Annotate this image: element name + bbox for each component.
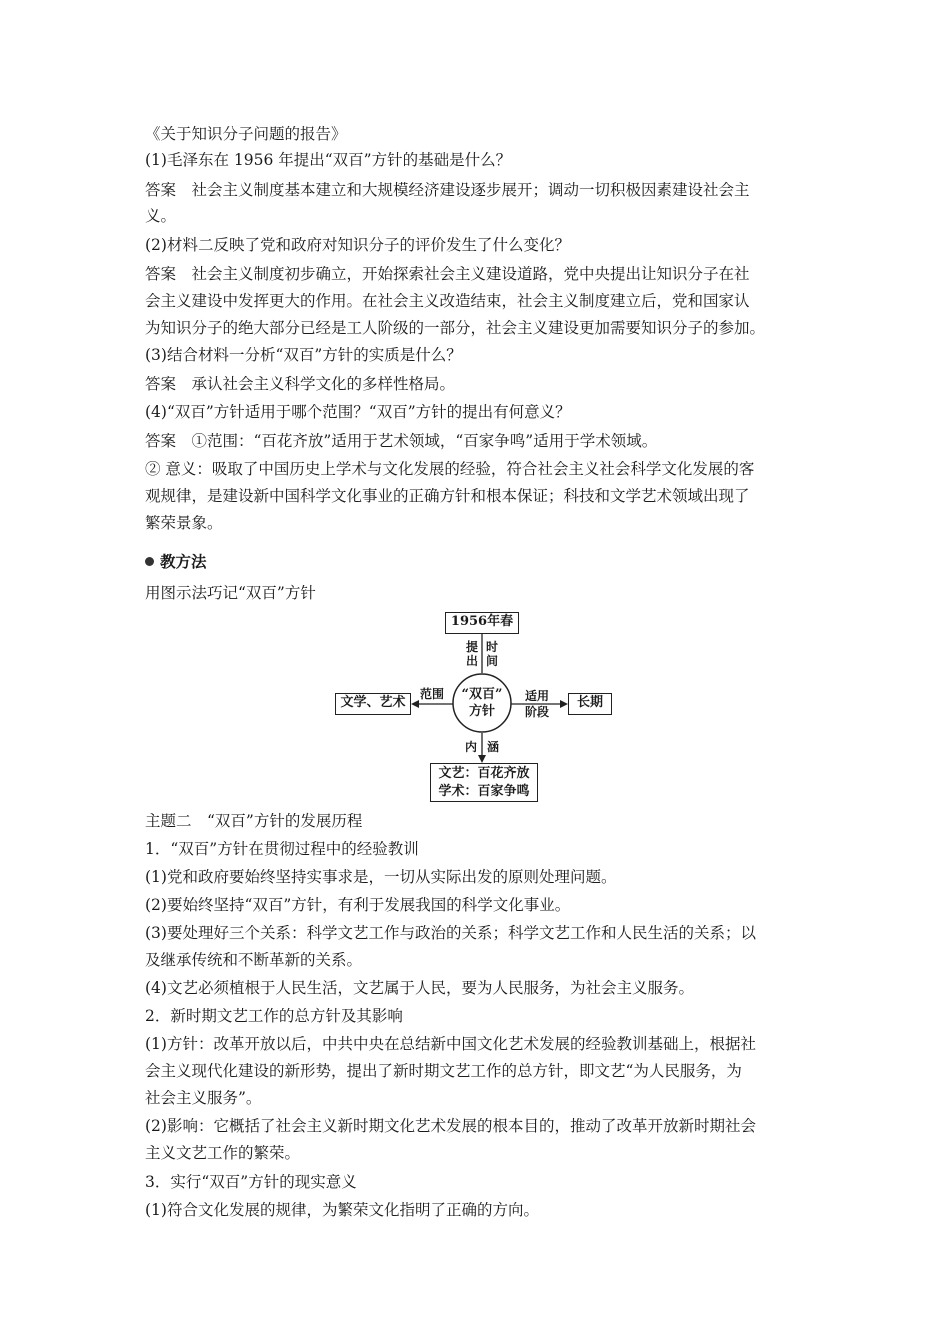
topic-heading: 主题二 “双百”方针的发展历程 (145, 812, 363, 830)
answer-line: 答案 ①范围：“百花齐放”适用于艺术领域，“百家争鸣”适用于学术领域。 (145, 432, 658, 450)
list-item: (4)文艺必须植根于人民生活，文艺属于人民，要为人民服务，为社会主义服务。 (145, 979, 694, 997)
subheading: 3．实行“双百”方针的现实意义 (145, 1173, 357, 1191)
section-heading (145, 550, 207, 572)
label-applicable: 适用 (525, 689, 550, 703)
double-hundred-diagram (335, 612, 615, 802)
text-line: 《关于知识分子问题的报告》 (145, 125, 347, 143)
question-1: (1)毛泽东在 1956 年提出“双百”方针的基础是什么？ (145, 151, 512, 169)
question-2: (2)材料二反映了党和政府对知识分子的评价发生了什么变化？ (145, 236, 570, 254)
bullet-icon (145, 557, 154, 566)
list-item: 社会主义服务”。 (145, 1089, 262, 1107)
answer-line: 为知识分子的绝大部分已经是工人阶级的一部分，社会主义建设更加需要知识分子的参加。 (145, 319, 766, 337)
list-item: 会主义现代化建设的新形势，提出了新时期文艺工作的总方针，即文艺“为人民服务，为 (145, 1062, 742, 1080)
subheading: 1．“双百”方针在贯彻过程中的经验教训 (145, 840, 419, 858)
list-item: (3)要处理好三个关系：科学文艺工作与政治的关系；科学文艺工作和人民生活的关系；以 (145, 924, 756, 942)
list-item: 及继承传统和不断革新的关系。 (145, 951, 363, 969)
answer-line: 观规律，是建设新中国科学文化事业的正确方针和根本保证；科技和文学艺术领域出现了 (145, 487, 750, 505)
answer-line: 会主义建设中发挥更大的作用。在社会主义改造结束，社会主义制度建立后，党和国家认 (145, 292, 750, 310)
answer-line: ② 意义：吸取了中国历史上学术与文化发展的经验，符合社会主义社会科学文化发展的客 (145, 460, 755, 478)
section-intro: 用图示法巧记“双百”方针 (145, 584, 316, 602)
question-4: (4)“双百”方针适用于哪个范围？“双百”方针的提出有何意义？ (145, 403, 571, 421)
scope-box: 文学、艺术 (335, 693, 411, 715)
label-scope: 范围 (420, 687, 445, 701)
list-item: 主义文艺工作的繁荣。 (145, 1144, 301, 1162)
duration-box: 长期 (568, 693, 612, 715)
list-item: (1)方针：改革开放以后，中共中央在总结新中国文化艺术发展的经验教训基础上，根据社 (145, 1035, 756, 1053)
answer-line: 答案 社会主义制度初步确立，开始探索社会主义建设道路，党中央提出让知识分子在社 (145, 265, 750, 283)
list-item: (1)符合文化发展的规律，为繁荣文化指明了正确的方向。 (145, 1201, 539, 1219)
center-title (453, 686, 511, 720)
section-title: 教方法 (160, 553, 207, 571)
list-item: (2)要始终坚持“双百”方针，有利于发展我国的科学文化事业。 (145, 896, 571, 914)
answer-line: 繁荣景象。 (145, 514, 223, 532)
content-box (430, 763, 538, 802)
list-item: (1)党和政府要始终坚持实事求是，一切从实际出发的原则处理问题。 (145, 868, 617, 886)
time-box: 1956年春 (445, 612, 519, 634)
center-line-1: “双百” (461, 687, 503, 702)
content-line-1: 文艺：百花齐放 (438, 766, 530, 781)
subheading: 2．新时期文艺工作的总方针及其影响 (145, 1007, 403, 1025)
label-content-2: 涵 (487, 740, 500, 754)
answer-line: 答案 社会主义制度基本建立和大规模经济建设逐步展开；调动一切积极因素建设社会主 (145, 181, 750, 199)
label-time: 时间 (486, 640, 499, 668)
label-proposed: 提出 (466, 640, 479, 668)
answer-line: 答案 承认社会主义科学文化的多样性格局。 (145, 375, 456, 393)
center-line-2: 方针 (468, 704, 495, 719)
list-item: (2)影响：它概括了社会主义新时期文化艺术发展的根本目的，推动了改革开放新时期社会 (145, 1117, 756, 1135)
label-content-1: 内 (465, 740, 478, 754)
content-line-2: 学术：百家争鸣 (438, 784, 530, 799)
label-stage: 阶段 (525, 705, 550, 719)
answer-line: 义。 (145, 207, 177, 225)
question-3: (3)结合材料一分析“双百”方针的实质是什么？ (145, 346, 462, 364)
